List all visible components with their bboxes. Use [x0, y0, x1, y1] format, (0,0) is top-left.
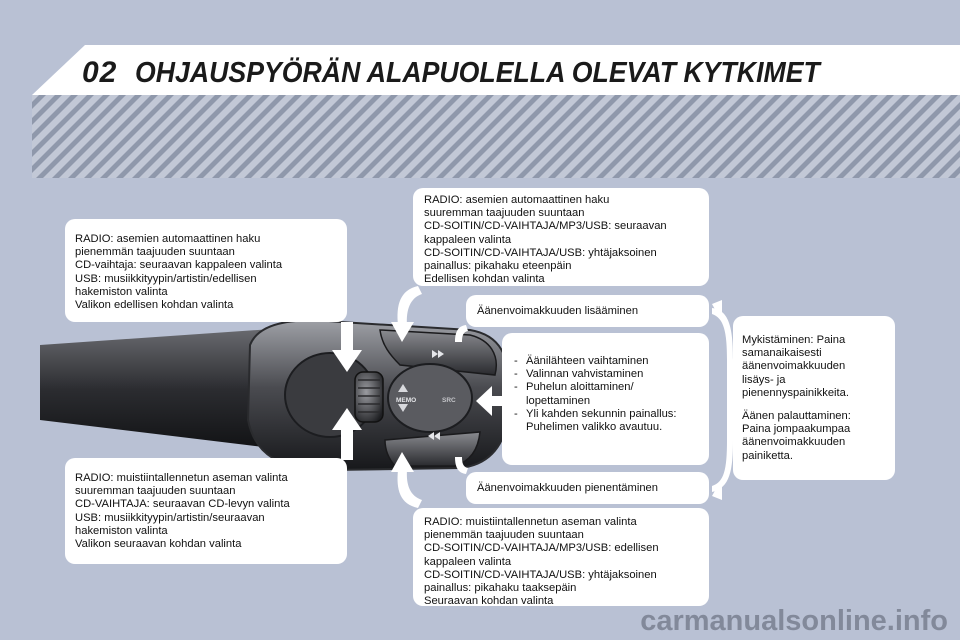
- text-line: Valikon edellisen kohdan valinta: [75, 299, 234, 312]
- text-line: Äänenvoimakkuuden lisääminen: [477, 305, 639, 317]
- src-label: SRC: [442, 397, 456, 404]
- list-item: - Valinnan vahvistaminen: [510, 368, 701, 381]
- text-line: lisäys- ja: [742, 373, 786, 386]
- text-line: painiketta.: [742, 449, 793, 462]
- volume-up-description: [466, 295, 709, 327]
- text-line: hakemiston valinta: [75, 285, 168, 298]
- text-line: CD-vaihtaja: seuraavan kappaleen valinta: [75, 259, 283, 272]
- preset-up-description: [65, 458, 347, 564]
- text-line: CD-SOITIN/CD-VAIHTAJA/USB: yhtäjaksoinen: [424, 568, 657, 581]
- text-line: Seuraavan kohdan valinta: [424, 595, 554, 608]
- text-line: USB: musiikkityypin/artistin/seuraavan: [75, 511, 265, 524]
- text-line: äänenvoimakkuuden: [742, 360, 846, 373]
- text-line: RADIO: asemien automaattinen haku: [424, 194, 610, 206]
- text-line: äänenvoimakkuuden: [742, 436, 846, 449]
- text-line: CD-SOITIN/CD-VAIHTAJA/MP3/USB: seuraavan: [424, 220, 667, 233]
- list-item: - Yli kahden sekunnin painallus: Puhelimen valikko avautuu.: [510, 408, 701, 434]
- seek-forward-description: [413, 188, 709, 286]
- text-line: kappaleen valinta: [424, 555, 512, 568]
- text-line: painallus: pikahaku taaksepäin: [424, 582, 577, 595]
- radio-seek-down-description: [65, 219, 347, 322]
- text-line: pienemmän taajuuden suuntaan: [424, 529, 584, 542]
- seek-back-description: [413, 508, 709, 606]
- text-line: suuremman taajuuden suuntaan: [424, 207, 585, 220]
- page-title: OHJAUSPYÖRÄN ALAPUOLELLA OLEVAT KYTKIMET: [135, 57, 820, 89]
- watermark: carmanualsonline.info: [640, 605, 948, 637]
- text-line: Edellisen kohdan valinta: [424, 273, 545, 286]
- text-line: RADIO: muistiintallennetun aseman valinta: [424, 516, 637, 528]
- text-line: USB: musiikkityypin/artistin/edellisen: [75, 272, 257, 285]
- text-line: RADIO: asemien automaattinen haku: [75, 233, 261, 245]
- text-line: Äänenvoimakkuuden pienentäminen: [477, 482, 658, 494]
- text-line: CD-VAIHTAJA: seuraavan CD-levyn valinta: [75, 498, 290, 511]
- text-line: Paina jompaakumpaa: [742, 423, 851, 436]
- text-line: Äänen palauttaminen:: [742, 410, 851, 423]
- volume-down-description: [466, 472, 709, 504]
- text-line: pienennyspainikkeita.: [742, 386, 849, 399]
- text-line: Valikon seuraavan kohdan valinta: [75, 538, 242, 551]
- text-line: pienemmän taajuuden suuntaan: [75, 246, 235, 259]
- text-line: kappaleen valinta: [424, 233, 512, 246]
- text-line: samanaikaisesti: [742, 347, 822, 360]
- chapter-number: 02: [82, 56, 118, 89]
- text-line: Mykistäminen: Paina: [742, 334, 846, 346]
- source-button-description: [502, 333, 709, 465]
- mute-description: [733, 316, 895, 480]
- text-line: suuremman taajuuden suuntaan: [75, 485, 236, 498]
- stripe-band: [0, 95, 960, 178]
- text-line: painallus: pikahaku eteenpäin: [424, 260, 572, 273]
- text-line: RADIO: muistiintallennetun aseman valinta: [75, 472, 288, 484]
- list-item: - Äänilähteen vaihtaminen: [510, 355, 701, 368]
- list-item: - Puhelun aloittaminen/ lopettaminen: [510, 381, 701, 407]
- text-line: hakemiston valinta: [75, 524, 168, 537]
- text-line: CD-SOITIN/CD-VAIHTAJA/MP3/USB: edellisen: [424, 542, 659, 555]
- text-line: CD-SOITIN/CD-VAIHTAJA/USB: yhtäjaksoinen: [424, 246, 657, 259]
- bullet-list: [510, 355, 701, 434]
- memo-label: MEMO: [396, 397, 417, 404]
